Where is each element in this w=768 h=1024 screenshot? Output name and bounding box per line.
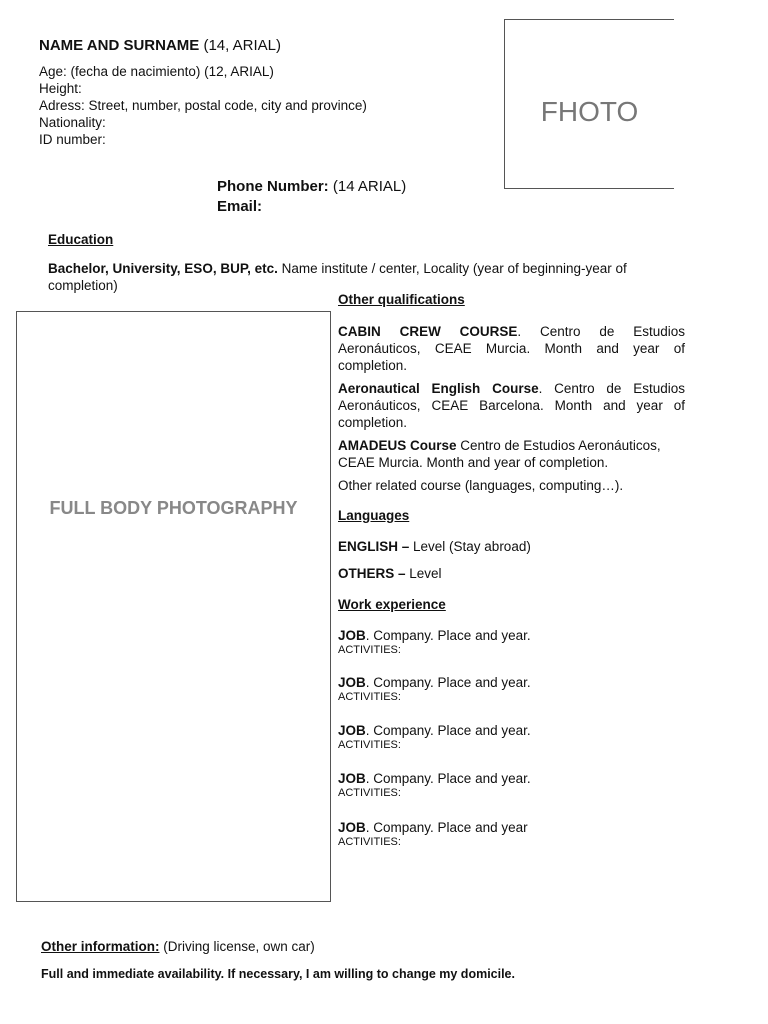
height-line: Height: [39, 81, 82, 96]
job-details: . Company. Place and year. [365, 723, 531, 738]
language-others-level: Level [405, 566, 442, 581]
job-entry [338, 770, 685, 800]
qualification-title: AMADEUS Course [338, 438, 457, 453]
language-others-label: OTHERS – [338, 566, 406, 581]
photo-label: FHOTO [540, 96, 639, 127]
full-body-photo-box [16, 311, 331, 902]
job-title: JOB [338, 628, 366, 643]
right-column [338, 291, 685, 849]
language-others [338, 565, 685, 582]
personal-details [39, 63, 367, 148]
photo-box [504, 19, 674, 189]
qualification-title: CABIN CREW COURSE [338, 324, 518, 339]
job-title: JOB [338, 820, 366, 835]
qualification-details: . Centro de Estudios Aeronáuticos, CEAE Murcia. Month and year of completion. [338, 324, 685, 373]
job-activities: ACTIVITIES: [338, 644, 401, 656]
job-activities: ACTIVITIES: [338, 691, 401, 703]
qualifications-heading: Other qualifications [338, 292, 465, 307]
availability-line: Full and immediate availability. If necessary, I am willing to change my domicile. [41, 967, 515, 981]
qualification-details: . Centro de Estudios Aeronáuticos, CEAE Barcelona. Month and year of completion. [338, 381, 685, 430]
other-info-line [41, 938, 315, 955]
job-activities: ACTIVITIES: [338, 739, 401, 751]
other-course-line: Other related course (languages, computing…). [338, 478, 624, 493]
job-title: JOB [338, 771, 366, 786]
job-activities: ACTIVITIES: [338, 787, 401, 799]
job-details: . Company. Place and year. [365, 771, 531, 786]
job-details: . Company. Place and year. [365, 675, 531, 690]
language-english-level: Level (Stay abroad) [409, 539, 531, 554]
job-entry [338, 722, 685, 752]
phone-label: Phone Number: [217, 178, 329, 195]
education-degree: Bachelor, University, ESO, BUP, etc. [48, 261, 278, 276]
phone-line [217, 177, 406, 197]
languages-heading: Languages [338, 508, 410, 523]
email-label: Email: [217, 198, 263, 215]
job-details: . Company. Place and year [365, 820, 528, 835]
job-entry [338, 819, 685, 849]
qualification-item [338, 380, 685, 431]
language-english-label: ENGLISH – [338, 539, 410, 554]
name-heading [39, 36, 281, 55]
education-heading: Education [48, 232, 114, 247]
qualification-details: Centro de Estudios Aeronáuticos, CEAE Murcia. Month and year of completion. [338, 438, 661, 470]
job-activities: ACTIVITIES: [338, 836, 401, 848]
language-english [338, 538, 685, 555]
other-info-note: (Driving license, own car) [159, 939, 315, 954]
job-entry [338, 674, 685, 704]
id-number-line: ID number: [39, 132, 106, 147]
job-title: JOB [338, 723, 366, 738]
qualification-item [338, 323, 685, 374]
job-title: JOB [338, 675, 366, 690]
qualification-item [338, 437, 685, 471]
name-label: NAME AND SURNAME [39, 37, 200, 54]
qualification-title: Aeronautical English Course [338, 381, 539, 396]
education-details: Name institute / center, Locality (year of beginning-year of completion) [48, 261, 627, 293]
phone-note: (14 ARIAL) [328, 178, 407, 195]
nationality-line: Nationality: [39, 115, 106, 130]
name-note: (14, ARIAL) [199, 37, 281, 54]
full-body-label: FULL BODY PHOTOGRAPHY [49, 498, 298, 518]
education-line [48, 260, 648, 294]
address-line: Adress: Street, number, postal code, city and province) [39, 98, 367, 113]
job-details: . Company. Place and year. [365, 628, 531, 643]
age-line: Age: (fecha de nacimiento) (12, ARIAL) [39, 64, 274, 79]
work-heading: Work experience [338, 597, 446, 612]
job-entry [338, 627, 685, 657]
contact-block [217, 177, 406, 217]
other-info-heading: Other information: [41, 939, 160, 954]
